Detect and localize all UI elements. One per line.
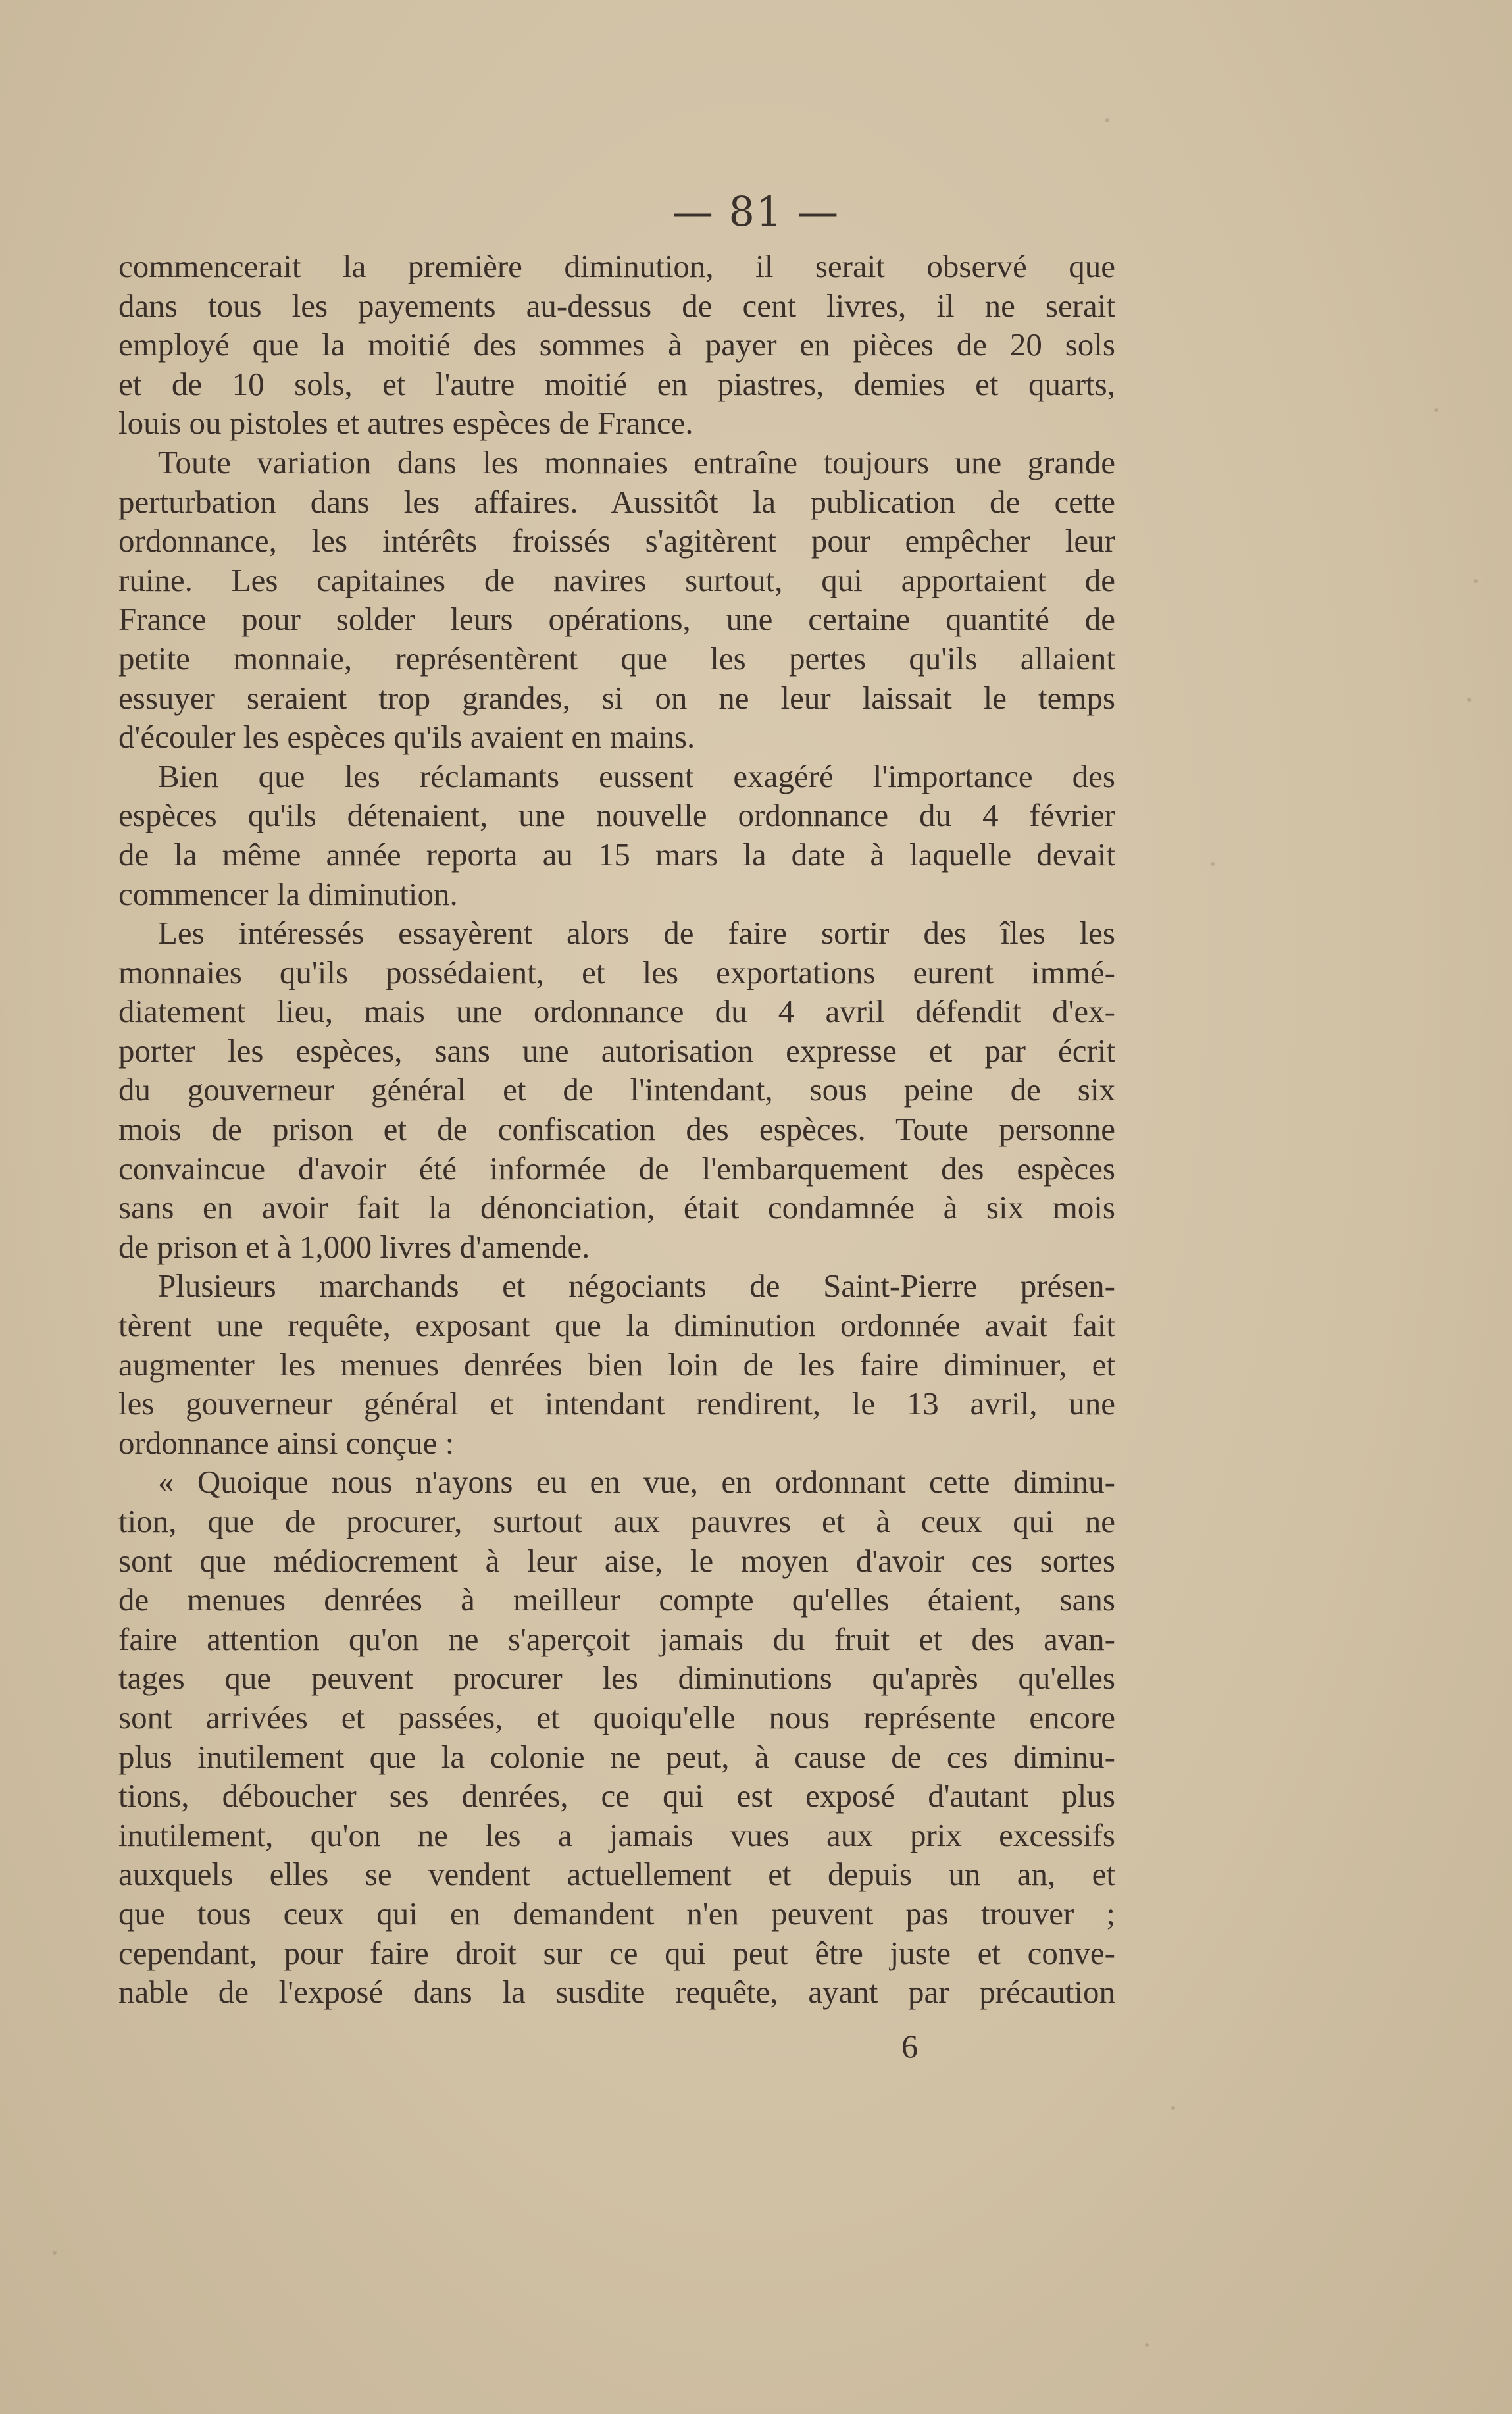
text-line: nable de l'exposé dans la susdite requête, ayant par précaution [118,1974,1115,2011]
text-line: employé que la moitié des sommes à payer en pièces de 20 sols [118,326,1115,363]
text-line: de menues denrées à meilleur compte qu'elles étaient, sans [118,1581,1115,1618]
text-line: Toute variation dans les monnaies entraîne toujours une grande [158,444,1115,480]
text-line: de la même année reporta au 15 mars la date à laquelle devait [118,836,1115,873]
text-line: de prison et à 1,000 livres d'amende. [118,1228,590,1265]
text-line: monnaies qu'ils possédaient, et les exportations eurent immé- [118,954,1115,990]
text-line: et de 10 sols, et l'autre moitié en piastres, demies et quarts, [118,365,1115,402]
paper-speck [1105,118,1109,122]
text-line: Les intéressés essayèrent alors de faire sortir des îles les [158,915,1115,952]
text-line: essuyer seraient trop grandes, si on ne leur laissait le temps [118,679,1115,716]
text-line: dans tous les payements au-dessus de cent livres, il ne serait [118,287,1115,324]
text-line: commencerait la première diminution, il serait observé que [118,248,1115,284]
text-line: inutilement, qu'on ne les a jamais vues aux prix excessifs [118,1816,1115,1853]
paper-speck [1474,579,1478,583]
text-line: mois de prison et de confiscation des espèces. Toute personne [118,1111,1115,1148]
text-line: tèrent une requête, exposant que la diminution ordonnée avait fait [118,1307,1115,1344]
text-line: les gouverneur général et intendant rendirent, le 13 avril, une [118,1385,1115,1422]
paper-speck [1171,2106,1175,2110]
text-line: sont arrivées et passées, et quoiqu'elle nous représente encore [118,1699,1115,1735]
text-line: sont que médiocrement à leur aise, le moyen d'avoir ces sortes [118,1542,1115,1579]
text-line: « Quoique nous n'ayons eu en vue, en ordonnant cette diminu- [158,1464,1115,1501]
text-line: louis ou pistoles et autres espèces de France. [118,405,693,442]
text-line: commencer la diminution. [118,875,458,912]
page-number: — 81 — [672,188,840,236]
paper-speck [1434,408,1438,412]
text-line: que tous ceux qui en demandent n'en peuvent pas trouver ; [118,1895,1115,1932]
paper-speck [1211,862,1215,866]
text-line: espèces qu'ils détenaient, une nouvelle ordonnance du 4 février [118,797,1115,834]
text-line: ruine. Les capitaines de navires surtout, qui apportaient de [118,561,1115,598]
text-line: du gouverneur général et de l'intendant, sous peine de six [118,1071,1115,1108]
paper-speck [1145,2343,1149,2347]
text-line: Bien que les réclamants eussent exagéré l'importance des [158,758,1115,794]
text-line: ordonnance ainsi conçue : [118,1424,455,1461]
text-line: perturbation dans les affaires. Aussitôt la publication de cette [118,483,1115,520]
text-line: augmenter les menues denrées bien loin de les faire diminuer, et [118,1346,1115,1383]
text-line: diatement lieu, mais une ordonnance du 4 avril défendit d'ex- [118,993,1115,1030]
text-line: petite monnaie, représentèrent que les pertes qu'ils allaient [118,640,1115,677]
text-line: convaincue d'avoir été informée de l'embarquement des espèces [118,1150,1115,1187]
text-line: plus inutilement que la colonie ne peut, à cause de ces diminu- [118,1738,1115,1775]
paper-speck [53,2251,57,2255]
text-line: Plusieurs marchands et négociants de Saint-Pierre présen- [158,1268,1115,1304]
text-line: France pour solder leurs opérations, une certaine quantité de [118,601,1115,638]
signature-mark: 6 [901,2028,918,2065]
text-line: faire attention qu'on ne s'aperçoit jamais du fruit et des avan- [118,1620,1115,1657]
text-line: tages que peuvent procurer les diminutions qu'après qu'elles [118,1660,1115,1697]
text-line: sans en avoir fait la dénonciation, était condamnée à six mois [118,1189,1115,1226]
paper-speck [1467,698,1471,702]
text-line: tions, déboucher ses denrées, ce qui est exposé d'autant plus [118,1778,1115,1814]
text-line: tion, que de procurer, surtout aux pauvres et à ceux qui ne [118,1503,1115,1539]
body-text [118,247,1115,2012]
text-line: cependant, pour faire droit sur ce qui peut être juste et conve- [118,1934,1115,1971]
text-line: d'écouler les espèces qu'ils avaient en mains. [118,719,695,756]
text-line: porter les espèces, sans une autorisation expresse et par écrit [118,1032,1115,1069]
text-line: ordonnance, les intérêts froissés s'agitèrent pour empêcher leur [118,523,1115,559]
text-line: auxquels elles se vendent actuellement et depuis un an, et [118,1856,1115,1893]
